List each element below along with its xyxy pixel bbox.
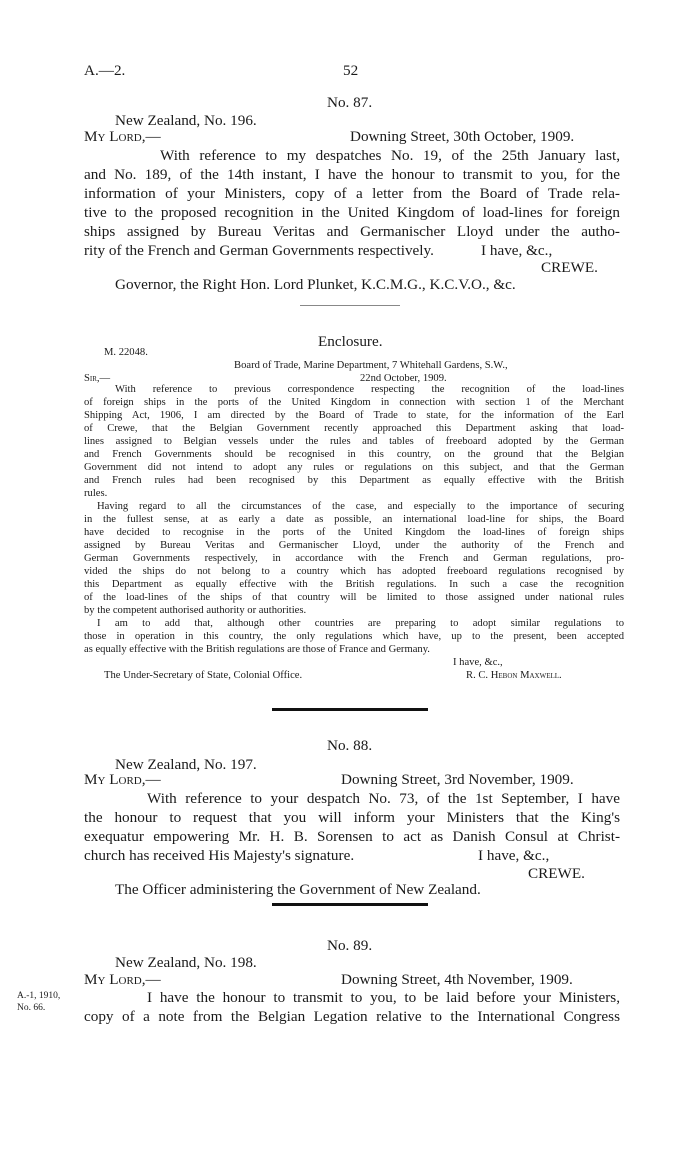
letter-89-line: I have the honour to transmit to you, to be laid before your Ministers,: [147, 989, 620, 1006]
margin-note: A.-1, 1910,: [17, 991, 61, 1001]
enclosure-signature: R. C. Hebon Maxwell.: [466, 670, 562, 681]
letter-87-salutation: My Lord,—: [84, 128, 161, 145]
enclosure-line: Government did not intend to adopt any rules or regulations on this subject, and that the German: [84, 462, 624, 473]
letter-89-line: copy of a note from the Belgian Legation relative to the International Congress: [84, 1008, 620, 1025]
letter-87-addressee: Governor, the Right Hon. Lord Plunket, K.C.M.G., K.C.V.O., &c.: [115, 276, 516, 293]
enclosure-line: Having regard to all the circumstances of the case, and especially to the importance of securing: [97, 501, 624, 512]
section-divider: [300, 305, 400, 306]
enclosure-line: Shipping Act, 1906, I am directed by the Board of Trade to state, for the information of the Earl: [84, 410, 624, 421]
enclosure-closing: I have, &c.,: [453, 657, 503, 668]
section-divider: [272, 708, 428, 711]
letter-87-line: With reference to my despatches No. 19, of the 25th January last,: [160, 147, 620, 164]
letter-89-number: No. 89.: [327, 937, 373, 954]
letter-88-number: No. 88.: [327, 737, 373, 754]
letter-88-closing: I have, &c.,: [478, 847, 550, 864]
letter-89-recipient-ref: New Zealand, No. 198.: [115, 954, 257, 971]
enclosure-line: of the load-lines of the ships of that country will be limited to those assigned under national rules: [84, 592, 624, 603]
enclosure-line: of Crewe, that the Belgian Government recently approached this Department asking that load-: [84, 423, 624, 434]
letter-87-line: rity of the French and German Governments respectively.: [84, 242, 434, 259]
letter-88-line: the honour to request that you will inform your Ministers that the King's: [84, 809, 620, 826]
enclosure-addressee: The Under-Secretary of State, Colonial Office.: [104, 670, 303, 681]
letter-87-line: ships assigned by Bureau Veritas and Germanischer Lloyd under the autho-: [84, 223, 620, 240]
enclosure-line: With reference to previous correspondence respecting the recognition of the load-lines: [115, 384, 624, 395]
letter-88-signature: CREWE.: [528, 865, 585, 882]
enclosure-line: have decided to recognise in the ports of the United Kingdom the load-lines of foreign ships: [84, 527, 624, 538]
letter-89-place-date: Downing Street, 4th November, 1909.: [341, 971, 573, 988]
enclosure-line: of foreign ships in the ports of the United Kingdom in connection with section 1 of the Merchant: [84, 397, 624, 408]
section-divider: [272, 903, 428, 906]
enclosure-line: this Department as equally effective with the British regulations. In such a case the recognition: [84, 579, 624, 590]
enclosure-line: lines assigned to Belgian vessels under the rules and tables of freeboard adopted by the German: [84, 436, 624, 447]
enclosure-line: in the fullest sense, at as early a date as possible, an international load-line for ships, the Board: [84, 514, 624, 525]
letter-87-number: No. 87.: [327, 94, 373, 111]
letter-87-place-date: Downing Street, 30th October, 1909.: [350, 128, 575, 145]
letter-88-salutation: My Lord,—: [84, 771, 161, 788]
enclosure-line: vided the ships do not belong to a country which has adopted freeboard regulations recognised by: [84, 566, 624, 577]
letter-87-line: tive to the proposed recognition in the United Kingdom of load-lines for foreign: [84, 204, 620, 221]
enclosure-line: German Governments respectively, in accordance with the French and German regulations, pro-: [84, 553, 624, 564]
enclosure-line: rules.: [84, 488, 108, 499]
letter-87-line: and No. 189, of the 14th instant, I have the honour to transmit to you, for the: [84, 166, 620, 183]
enclosure-line: and French rules had been recognised by this Department as equally effective with the British: [84, 475, 624, 486]
enclosure-line: assigned by Bureau Veritas and Germanischer Lloyd, under the authority of the French and: [84, 540, 624, 551]
page-ref: A.—2.: [84, 62, 126, 79]
letter-87-closing: I have, &c.,: [481, 242, 553, 259]
enclosure-address: Board of Trade, Marine Department, 7 Whitehall Gardens, S.W.,: [234, 360, 508, 371]
enclosure-line: I am to add that, although other countries are preparing to adopt similar regulations to: [97, 618, 624, 629]
enclosure-salutation: Sir,—: [84, 373, 111, 384]
enclosure-title: Enclosure.: [318, 333, 383, 350]
letter-88-line: exequatur empowering Mr. H. B. Sorensen to act as Danish Consul at Christ-: [84, 828, 620, 845]
letter-88-place-date: Downing Street, 3rd November, 1909.: [341, 771, 574, 788]
enclosure-line: as equally effective with the British regulations are those of France and Germany.: [84, 644, 430, 655]
letter-87-recipient-ref: New Zealand, No. 196.: [115, 112, 257, 129]
letter-87-signature: CREWE.: [541, 259, 598, 276]
margin-note: No. 66.: [17, 1003, 46, 1013]
enclosure-ref: M. 22048.: [104, 347, 148, 358]
letter-87-line: information of your Ministers, copy of a letter from the Board of Trade rela-: [84, 185, 620, 202]
letter-88-addressee: The Officer administering the Government of New Zealand.: [115, 881, 481, 898]
letter-88-recipient-ref: New Zealand, No. 197.: [115, 756, 257, 773]
letter-88-line: church has received His Majesty's signature.: [84, 847, 355, 864]
letter-88-line: With reference to your despatch No. 73, of the 1st September, I have: [147, 790, 620, 807]
page-number: 52: [343, 62, 359, 79]
enclosure-line: those in operation in this country, the only regulations which have, up to the present, been accepted: [84, 631, 624, 642]
enclosure-date: 22nd October, 1909.: [360, 373, 447, 384]
enclosure-line: by the competent authorised authority or authorities.: [84, 605, 307, 616]
enclosure-line: and French Governments should be recognised in this country, on the ground that the Belgian: [84, 449, 624, 460]
letter-89-salutation: My Lord,—: [84, 971, 161, 988]
